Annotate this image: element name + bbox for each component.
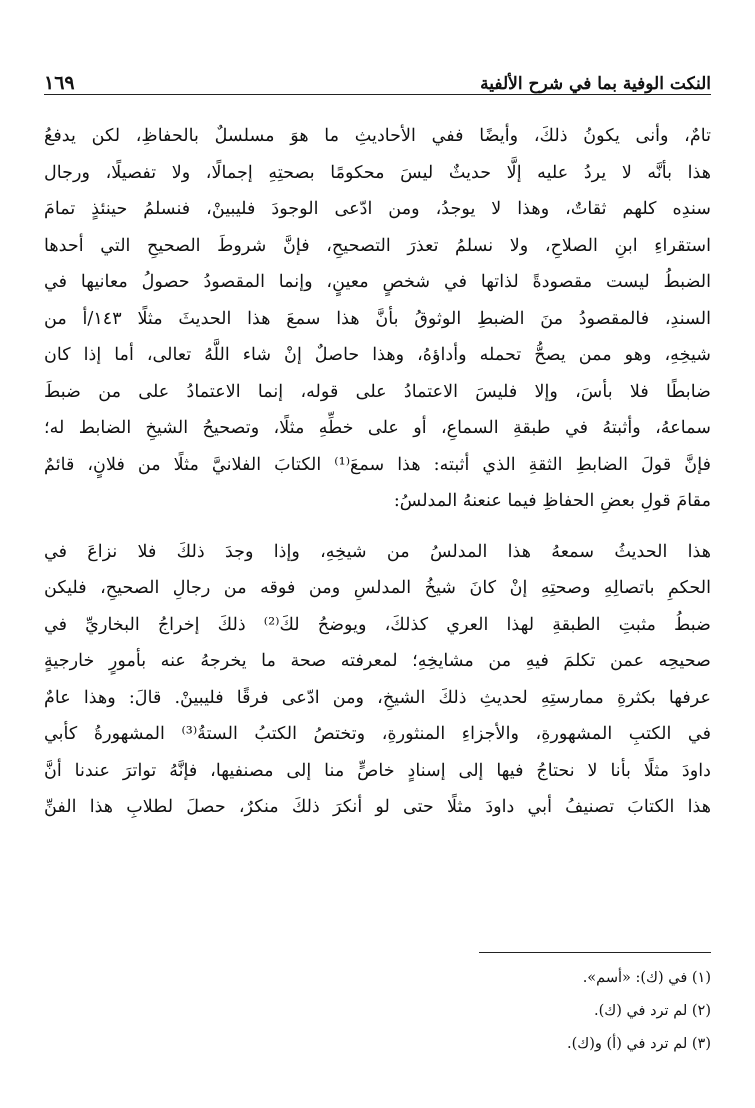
text-line: مقامَ قولِ بعضِ الحفاظِ فيما عنعنهُ المدلسُ: (393, 491, 711, 511)
text-line: السندِ، فالمقصودُ منَ الضبطِ الوثوقُ بأنَّ هذا سمعَ هذا الحديثَ مثلًا ١٤٣/أ من (44, 308, 711, 329)
footnote: (٣) لم ترد في (أ) و(ك). (567, 1036, 711, 1052)
text-line: صحيحِه عمن تكلمَ فيهِ من مشايخِهِ؛ لمعرفته صحة ما يخرجهُ عنه بأمورٍ خارجيةٍ (44, 651, 711, 671)
main-text (44, 118, 711, 826)
text-line: تامٌ، وأنى يكونُ ذلكَ، وأيضًا ففي الأحاديثِ ما هوَ مسلسلٌ بالحفاظِ، لكن يدفعُ (44, 126, 711, 146)
text-line: هذا الكتابَ تصنيفُ أبي داودَ مثلًا حتى لو أنكرَ ذلكَ منكرٌ، حصلَ لطلابِ هذا الفنِّ (44, 797, 711, 817)
running-title: النكت الوفية بما في شرح الألفية (480, 74, 711, 94)
page-header (44, 58, 711, 95)
text-line: الحكمِ باتصالِهِ وصحتِهِ إنْ كانَ شيخُ المدلسِ ومن فوقه من رجالِ الصحيحِ، فليكن (44, 578, 711, 598)
text-line: ضابطًا فلا بأسَ، وإلا فليسَ الاعتمادُ على قوله، إنما الاعتمادُ على من ضبطَ (44, 381, 711, 402)
text-line: هذا بأنَّه لا يردُ عليه إلَّا حديثٌ ليسَ محكومًا بصحتِهِ إجمالًا، ولا تفصيلًا، ورجال (44, 162, 711, 183)
text-line: سندِه كلهم ثقاتٌ، وهذا لا يوجدُ، ومن ادّعى الوجودَ فليبينْ، فنسلمُ حينئذٍ تمامَ (44, 199, 711, 219)
footnotes (300, 962, 711, 1061)
text-line: داودَ مثلًا بأنا لا نحتاجُ فيها إلى إسنادٍ خاصٍّ منا إلى مصنفيها، فإنَّهُ تواترَ عندنا أنَّ (44, 760, 711, 781)
paragraph-1 (44, 118, 711, 520)
page-number: ١٦٩ (44, 72, 75, 94)
text-line: استقراءِ ابنِ الصلاحِ، ولا نسلمُ تعذرَ التصحيحِ، فإنَّ شروطَ الصحيحِ التي أحدها (44, 235, 711, 256)
text-line: ضبطُ مثبتِ الطبقةِ لهذا العري كذلكَ، ويوضحُ لكَ⁽²⁾ ذلكَ إخراجُ البخاريِّ في (44, 614, 711, 635)
text-line: فإنَّ قولَ الضابطِ الثقةِ الذي أثبته: هذا سمعَ⁽¹⁾ الكتابَ الفلانيَّ مثلًا من فلانٍ، قائمٌ (44, 454, 711, 475)
text-line: في الكتبِ المشهورةِ، والأجزاءِ المنثورةِ، وتختصُ الكتبُ الستةُ⁽³⁾ المشهورةُ كأبي (44, 724, 711, 744)
paragraph-2 (44, 534, 711, 826)
footnote: (٢) لم ترد في (ك). (593, 1003, 711, 1019)
footnote-divider (479, 952, 711, 953)
text-line: الضبطُ ليست مقصودةً لذاتها في شخصٍ معينٍ، وإنما المقصودُ حصولُ معانيها في (44, 272, 711, 292)
text-line: هذا الحديثُ سمعهُ هذا المدلسُ من شيخِهِ، وإذا وجدَ ذلكَ فلا نزاعَ في (44, 541, 711, 562)
footnote: (١) في (ك): «أسم». (582, 970, 711, 986)
text-line: شيخِهِ، وهو ممن يصحُّ تحمله وأداؤهُ، وهذا حاصلٌ إنْ شاء اللَّهُ تعالى، أما إذا كان (44, 345, 711, 365)
text-line: سماعهُ، وأثبتهُ في طبقةِ السماعِ، أو على خطِّهِ مثلًا، وتصحيحُ الشيخِ الضابط له؛ (44, 418, 711, 438)
text-line: عرفها بكثرةِ ممارستِهِ لحديثِ ذلكَ الشيخِ، ومن ادّعى فرقًا فليبينْ. قالَ: وهذا عامٌ (44, 687, 711, 708)
